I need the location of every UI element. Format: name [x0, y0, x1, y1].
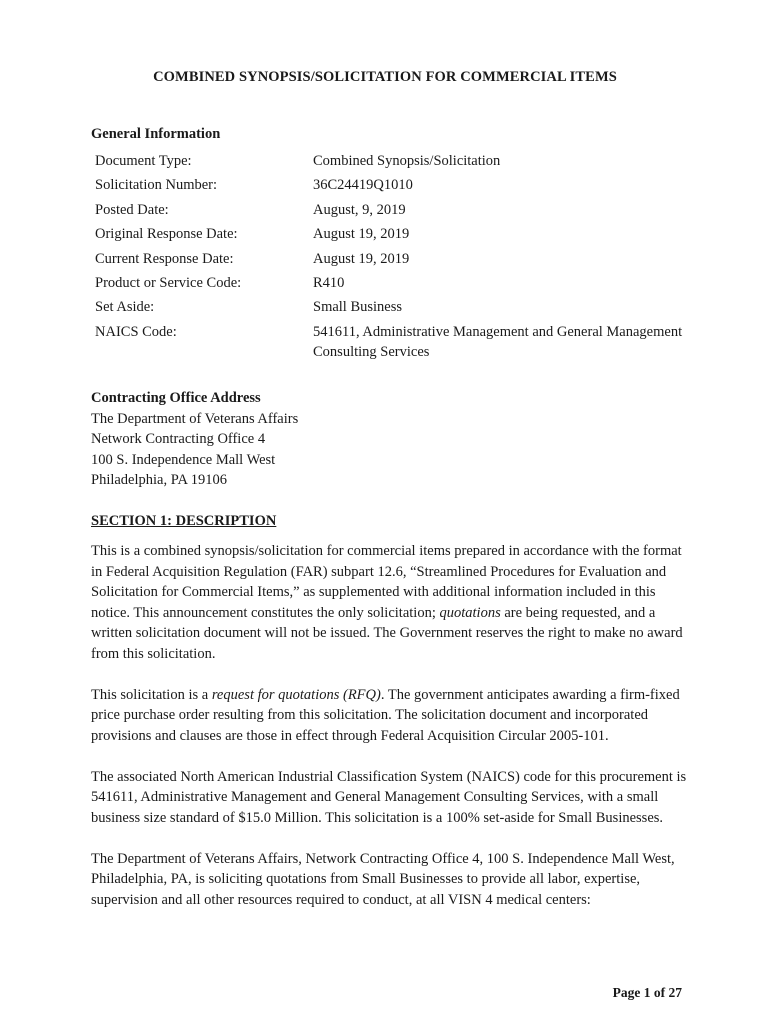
address-line: The Department of Veterans Affairs	[91, 410, 299, 427]
contracting-office-address	[91, 388, 298, 491]
paragraph-3: The associated North American Industrial Classification System (NAICS) code for this procurement is 541611, Administrative Management and General Management Consulting Services, with a small business size standard of $15.0 Million. This solicitation is a 100% set-aside for Small Businesses.	[91, 768, 687, 826]
info-label: Product or Service Code:	[95, 275, 242, 292]
info-row-product-service-code	[95, 271, 735, 295]
info-value	[313, 320, 735, 363]
paragraph-1-text-end: are being requested, and a written solicitation document will not be issued. The Government reserves the right to make no award from this solicitation.	[91, 604, 683, 662]
info-value: Small Business	[313, 299, 403, 316]
page-number: Page 1 of 27	[612, 985, 682, 1000]
document-title: COMBINED SYNOPSIS/SOLICITATION FOR COMMERCIAL ITEMS	[153, 69, 617, 85]
info-row-current-response-date	[95, 247, 735, 271]
info-value: Combined Synopsis/Solicitation	[313, 153, 501, 169]
general-information-heading: General Information	[91, 126, 221, 142]
info-row-posted-date	[95, 198, 735, 222]
info-value: August, 9, 2019	[313, 201, 406, 218]
info-row-original-response-date	[95, 222, 735, 246]
info-value: August 19, 2019	[313, 226, 410, 243]
paragraph-2-text: This solicitation is a	[91, 686, 212, 703]
paragraph-2-text-end: . The government anticipates awarding a firm-fixed price purchase order resulting from this solicitation. The solicitation document and incorporated provisions and clauses are those in effect through Federal Acquisition Circular 2005-101.	[91, 686, 680, 744]
info-label: NAICS Code:	[95, 323, 177, 340]
info-label: Posted Date:	[95, 201, 169, 218]
paragraph-1-text: This is a combined synopsis/solicitation for commercial items prepared in accordance with the format in Federal Acquisition Regulation (FAR) subpart 12.6, “Streamlined Procedures for Evaluation and Solicitation for Commercial Items,” as supplemented with additional information included in this notice. This announcement constitutes the only solicitation;	[91, 543, 682, 621]
paragraph-1	[91, 541, 691, 664]
naics-value-line-1: 541611, Administrative Management and General Management	[313, 323, 683, 340]
info-value: August 19, 2019	[313, 250, 410, 267]
contracting-office-heading: Contracting Office Address	[91, 390, 261, 406]
address-line: Philadelphia, PA 19106	[91, 472, 228, 488]
section-1-body	[91, 541, 691, 931]
paragraph-4: The Department of Veterans Affairs, Network Contracting Office 4, 100 S. Independence Mall West, Philadelphia, PA, is soliciting quotations from Small Businesses to provide all labor, expertise, supervision and all other resources required to conduct, at all VISN 4 medical centers:	[91, 850, 675, 908]
rfq-emphasis: request for quotations (RFQ)	[211, 686, 381, 703]
info-row-solicitation-number	[95, 173, 735, 197]
general-information-table	[95, 149, 735, 363]
info-label: Original Response Date:	[95, 226, 238, 243]
info-row-naics-code	[95, 320, 735, 363]
quotations-emphasis: quotations	[439, 604, 501, 621]
info-label: Current Response Date:	[95, 250, 234, 267]
info-value: R410	[313, 275, 345, 292]
section-1-heading: SECTION 1: DESCRIPTION	[91, 513, 277, 529]
info-row-document-type	[95, 149, 735, 173]
info-label: Document Type:	[95, 153, 192, 169]
info-value: 36C24419Q1010	[313, 177, 413, 194]
paragraph-2	[91, 685, 691, 747]
address-line: 100 S. Independence Mall West	[91, 451, 276, 468]
info-label: Solicitation Number:	[95, 177, 218, 194]
info-label: Set Aside:	[95, 299, 155, 316]
info-row-set-aside	[95, 295, 735, 319]
address-line: Network Contracting Office 4	[91, 431, 266, 447]
naics-value-line-2: Consulting Services	[313, 344, 430, 361]
